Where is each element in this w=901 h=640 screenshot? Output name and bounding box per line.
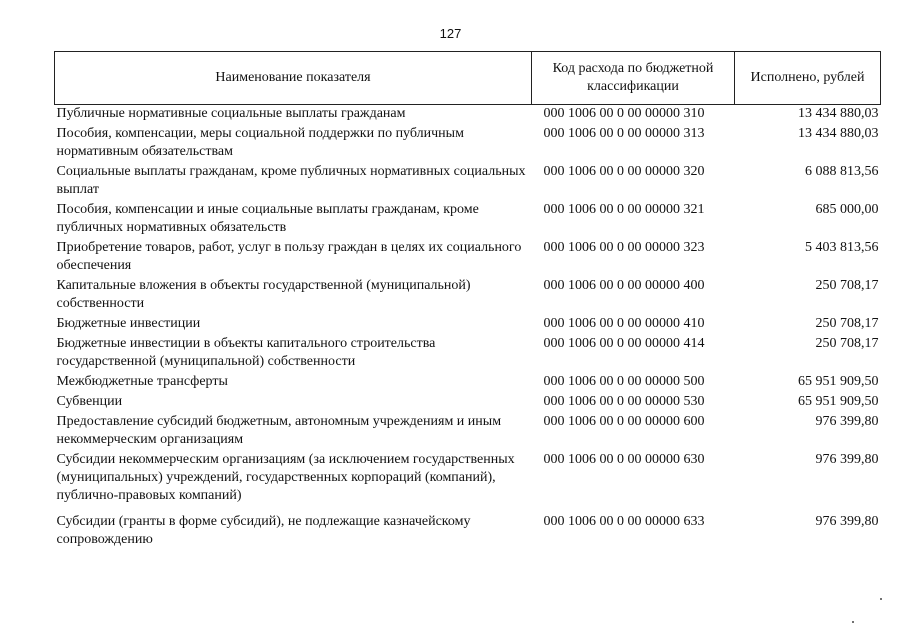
row-name: Пособия, компенсации и иные социальные выплаты гражданам, кроме публичных нормативных обязательств bbox=[56, 202, 479, 235]
row-amount: 5 403 813,56 bbox=[805, 240, 879, 255]
page-number: 127 bbox=[439, 26, 462, 41]
scan-speck bbox=[880, 598, 882, 600]
row-name: Приобретение товаров, работ, услуг в пользу граждан в целях их социального обеспечения bbox=[56, 240, 522, 273]
row-amount: 6 088 813,56 bbox=[805, 164, 879, 179]
row-name: Социальные выплаты гражданам, кроме публичных нормативных социальных выплат bbox=[56, 164, 526, 197]
row-amount: 65 951 909,50 bbox=[798, 374, 879, 389]
row-amount: 65 951 909,50 bbox=[798, 394, 879, 409]
row-name: Межбюджетные трансферты bbox=[56, 374, 228, 389]
row-amount: 13 434 880,03 bbox=[798, 126, 879, 141]
row-code: 000 1006 00 0 00 00000 320 bbox=[543, 164, 705, 179]
table-row bbox=[55, 105, 881, 126]
row-amount: 685 000,00 bbox=[815, 202, 879, 217]
table-row bbox=[55, 277, 881, 315]
row-amount: 976 399,80 bbox=[815, 414, 879, 429]
row-code: 000 1006 00 0 00 00000 310 bbox=[543, 106, 705, 121]
row-amount: 976 399,80 bbox=[815, 452, 879, 467]
row-amount: 13 434 880,03 bbox=[798, 106, 879, 121]
row-name: Публичные нормативные социальные выплаты гражданам bbox=[56, 106, 406, 121]
row-amount: 250 708,17 bbox=[815, 336, 879, 351]
scan-speck bbox=[852, 621, 854, 623]
row-name: Бюджетные инвестиции в объекты капитального строительства государственной (муниципальной) собственности bbox=[56, 336, 436, 369]
row-code: 000 1006 00 0 00 00000 410 bbox=[543, 316, 705, 331]
table-row bbox=[55, 125, 881, 163]
table-row bbox=[55, 393, 881, 413]
row-name: Капитальные вложения в объекты государственной (муниципальной) собственности bbox=[56, 278, 471, 311]
row-code: 000 1006 00 0 00 00000 313 bbox=[543, 126, 705, 141]
row-amount: 250 708,17 bbox=[815, 316, 879, 331]
row-code: 000 1006 00 0 00 00000 630 bbox=[543, 452, 705, 467]
table-row bbox=[55, 201, 881, 239]
row-code: 000 1006 00 0 00 00000 530 bbox=[543, 394, 705, 409]
table-row bbox=[55, 373, 881, 393]
row-name: Пособия, компенсации, меры социальной поддержки по публичным нормативным обязательствам bbox=[56, 126, 464, 159]
table-row bbox=[55, 451, 881, 513]
row-code: 000 1006 00 0 00 00000 400 bbox=[543, 278, 705, 293]
row-name: Субвенции bbox=[56, 394, 123, 409]
table-row bbox=[55, 315, 881, 335]
row-code: 000 1006 00 0 00 00000 414 bbox=[543, 336, 705, 351]
table-row bbox=[55, 335, 881, 373]
table-row bbox=[55, 413, 881, 451]
row-name: Субсидии некоммерческим организациям (за исключением государственных (муниципальных) учреждений, государственных корпораций (компаний), публично-правовых компаний) bbox=[56, 452, 515, 503]
header-amount: Исполнено, рублей bbox=[735, 52, 881, 105]
header-code: Код расхода по бюджетной классификации bbox=[532, 52, 735, 105]
row-code: 000 1006 00 0 00 00000 633 bbox=[543, 514, 705, 529]
table-row bbox=[55, 239, 881, 277]
row-amount: 250 708,17 bbox=[815, 278, 879, 293]
row-code: 000 1006 00 0 00 00000 600 bbox=[543, 414, 705, 429]
table-body bbox=[55, 105, 881, 552]
table-header bbox=[55, 52, 881, 105]
header-row bbox=[55, 52, 881, 105]
row-code: 000 1006 00 0 00 00000 323 bbox=[543, 240, 705, 255]
header-name: Наименование показателя bbox=[55, 52, 532, 105]
row-amount: 976 399,80 bbox=[815, 514, 879, 529]
row-code: 000 1006 00 0 00 00000 500 bbox=[543, 374, 705, 389]
expenditure-table bbox=[54, 51, 881, 551]
row-name: Субсидии (гранты в форме субсидий), не подлежащие казначейскому сопровождению bbox=[56, 514, 471, 547]
row-code: 000 1006 00 0 00 00000 321 bbox=[543, 202, 705, 217]
table-row bbox=[55, 163, 881, 201]
row-name: Предоставление субсидий бюджетным, автономным учреждениям и иным некоммерческим организациям bbox=[56, 414, 502, 447]
row-name: Бюджетные инвестиции bbox=[56, 316, 201, 331]
table-row bbox=[55, 513, 881, 551]
